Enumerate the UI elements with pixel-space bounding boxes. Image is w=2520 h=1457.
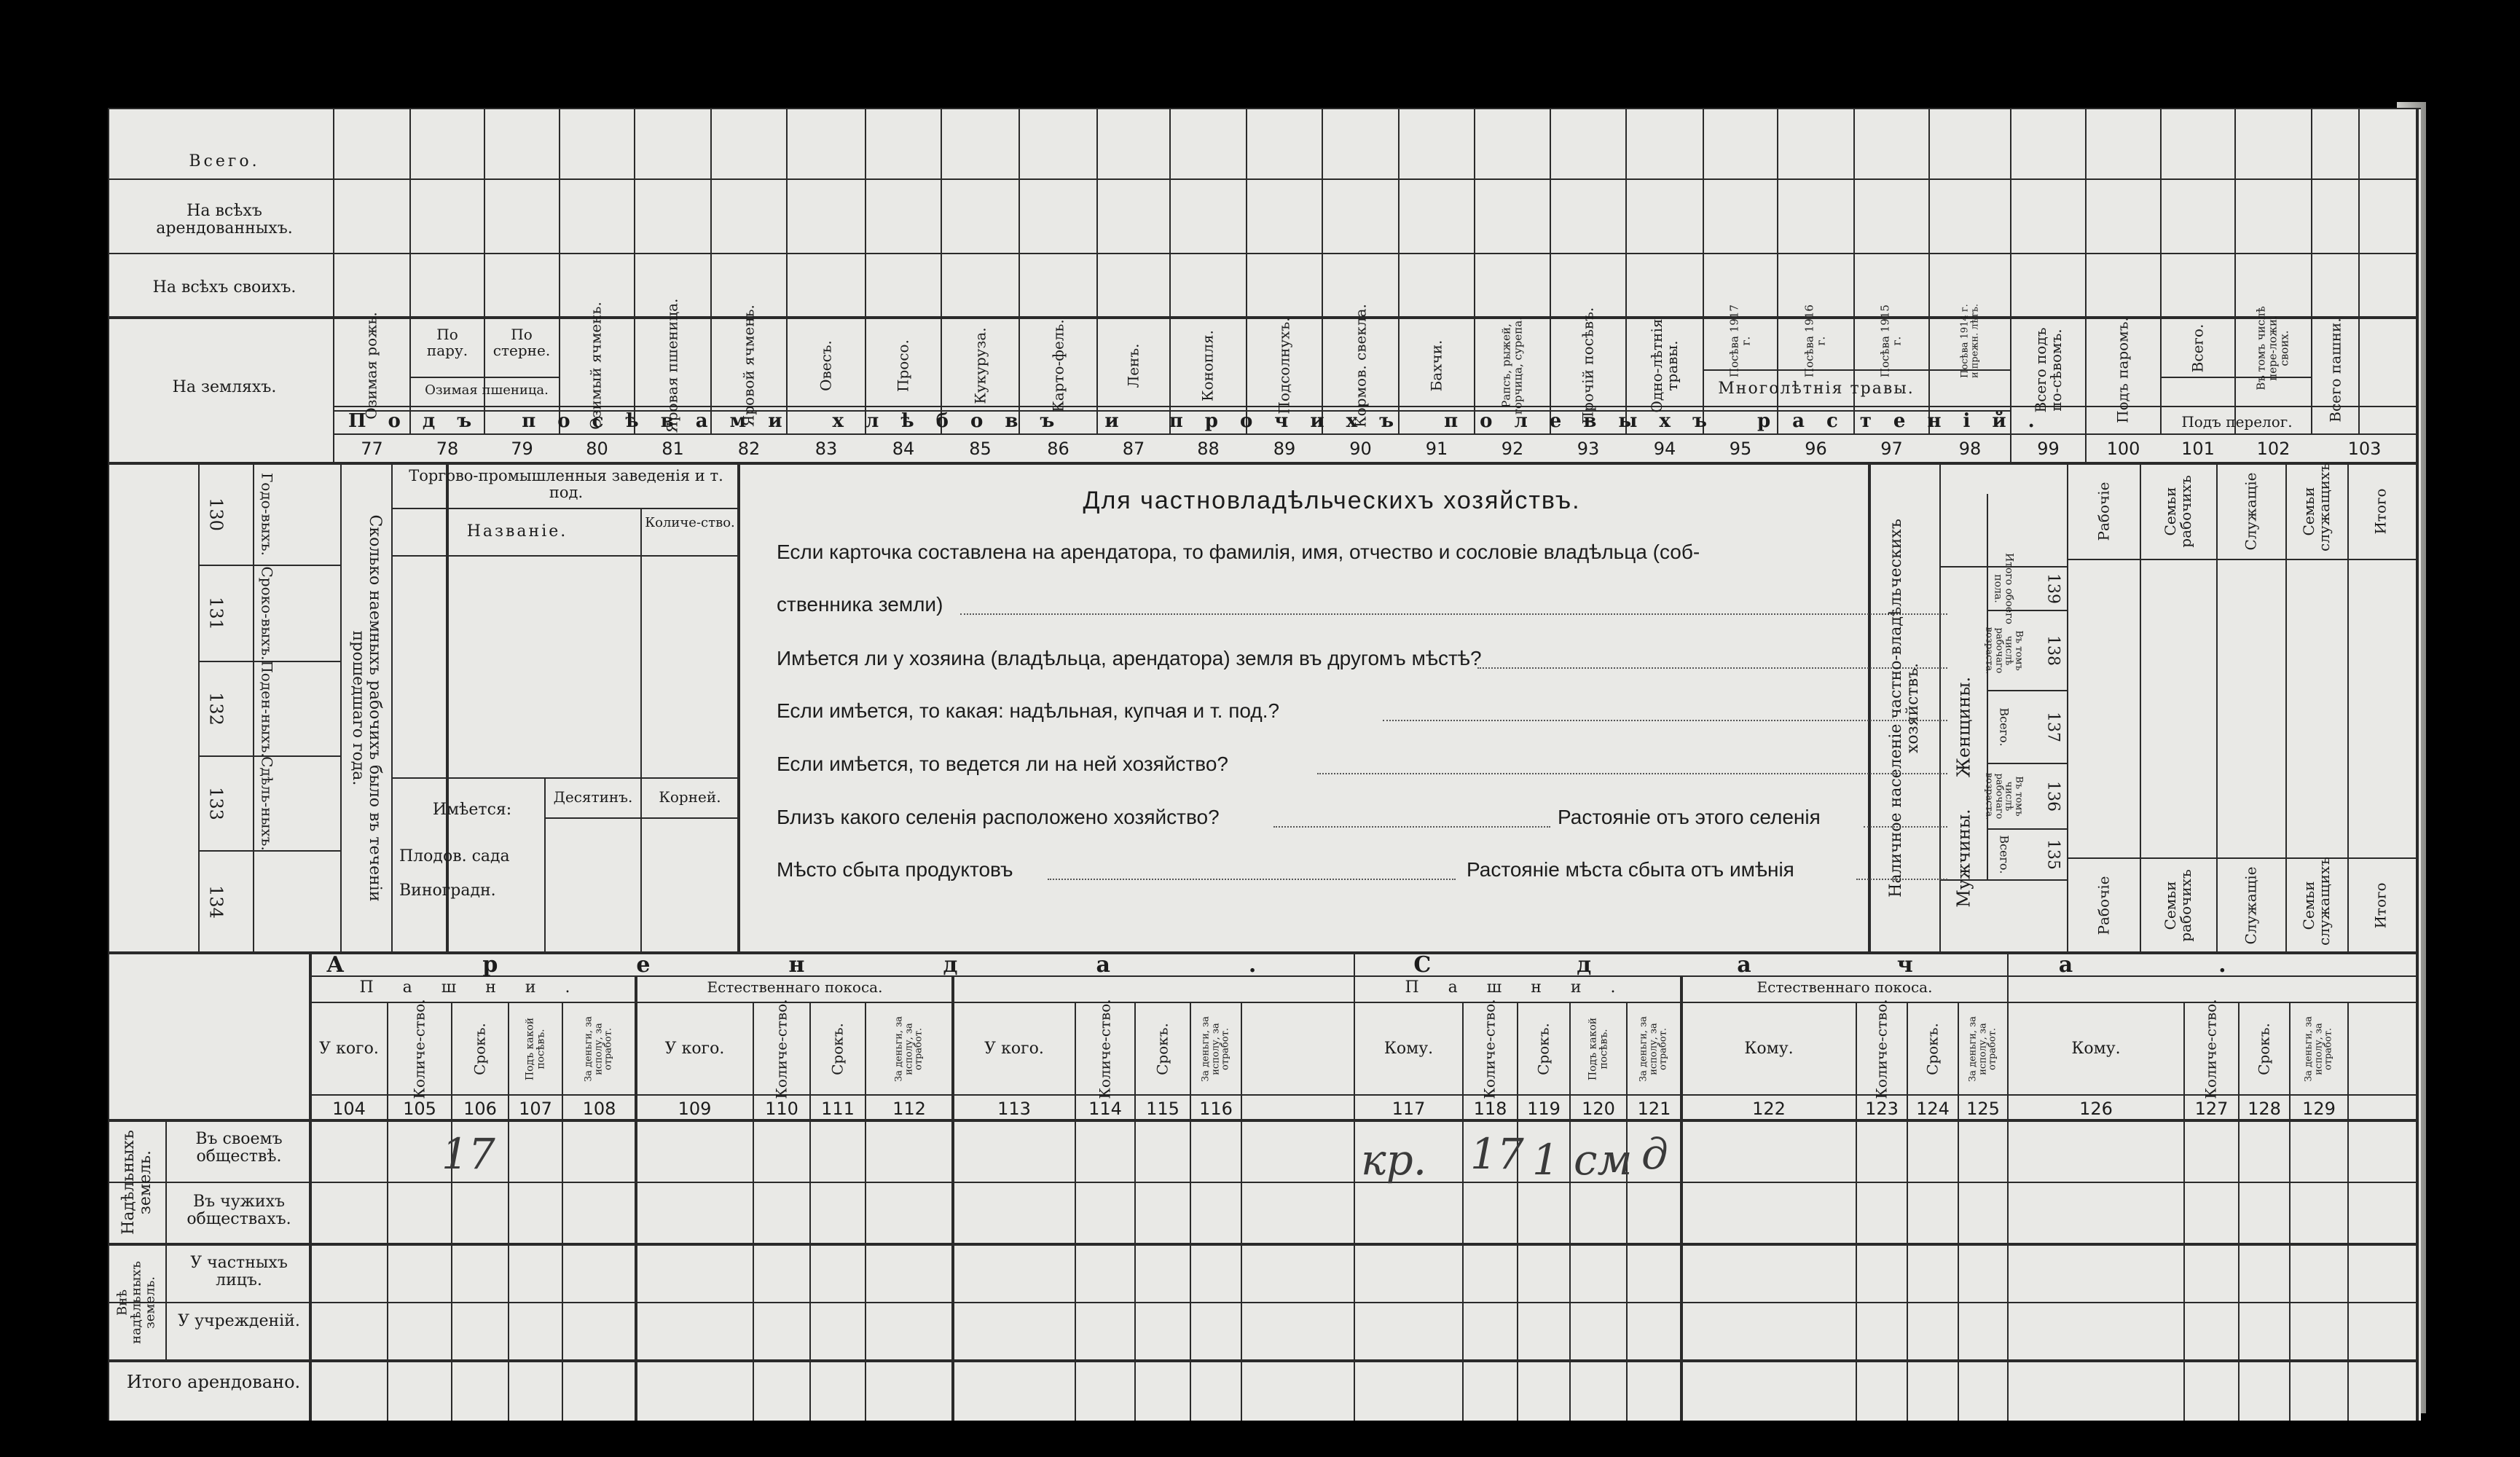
col-num: 102 — [2256, 439, 2291, 459]
perennial-label: Многолѣтнiя травы. — [1718, 380, 1915, 398]
question-1-cont: ственника земли) — [777, 593, 943, 616]
pop-itogo-top: Итого — [2371, 488, 2390, 535]
question-6-distance: Растоянiе мѣста сбыта отъ имѣнiя — [1467, 858, 1794, 881]
census-card — [108, 108, 2421, 1421]
col-num: 99 — [2037, 439, 2060, 459]
lnum: 123 — [1865, 1099, 1899, 1119]
question-5-distance: Растоянiе отъ этого селенiя — [1558, 806, 1821, 828]
col-num: 100 — [2106, 439, 2140, 459]
col-83-label: Овесъ. — [817, 340, 835, 391]
lnum: 126 — [2079, 1099, 2113, 1119]
col-num: 86 — [1047, 439, 1069, 459]
col-86-label: Карто-фель. — [1049, 319, 1067, 412]
h126: Кому. — [2071, 1040, 2121, 1058]
col-num: 98 — [1958, 439, 1982, 459]
men-label: Мужчины. — [1953, 809, 1974, 908]
lnum: 115 — [1146, 1099, 1179, 1119]
fallow-label: Подъ перелог. — [2181, 413, 2293, 431]
num-134: 134 — [205, 885, 227, 919]
pop-servfam-bottom: Семьи служащихъ — [2300, 857, 2333, 946]
population-side-label: Наличное населенiе частно-владѣльческихъ хозяйствъ. — [1886, 519, 1922, 898]
h121: За деньги, за исполу, за отработ. — [1638, 1016, 1669, 1083]
lnum: 107 — [519, 1099, 552, 1119]
lnum: 112 — [892, 1099, 926, 1119]
col-84-label: Просо. — [894, 339, 912, 392]
orchards-label: Плодов. сада — [399, 847, 510, 865]
lnum: 117 — [1392, 1099, 1426, 1119]
h110: Количе-ство. — [772, 999, 790, 1099]
col-80-label: Озимый ячмень. — [586, 302, 605, 430]
pop-families-top: Семьи рабочихъ — [2162, 475, 2194, 548]
h117: Кому. — [1383, 1040, 1434, 1058]
arenda-meadow: Естественнаго покоса. — [707, 978, 883, 996]
col-num: 87 — [1122, 439, 1145, 459]
men-incl: Въ томъ числѣ рабочаго возраста. — [1983, 772, 2025, 820]
col-85-label: Кукуруза. — [971, 327, 989, 404]
lnum: 104 — [332, 1099, 366, 1119]
row-on-lands: На земляхъ. — [172, 378, 277, 396]
handwritten-17: 17 — [441, 1129, 495, 1179]
private-title: Для частновладѣльческихъ хозяйствъ. — [1083, 487, 1581, 514]
col-num: 90 — [1349, 439, 1372, 459]
allotment-lands: Надѣльныхъ земель. — [119, 1130, 154, 1235]
col-88-label: Конопля. — [1198, 330, 1217, 401]
col-96-label: Посѣва 1916 г. — [1802, 305, 1827, 377]
col-98-label: Посѣва 1914 г. и прежн. лѣтъ. — [1959, 303, 1980, 379]
col-91-label: Бахчи. — [1427, 339, 1445, 392]
row-own: На всѣхъ своихъ. — [152, 278, 297, 296]
question-5: Близъ какого селенiя расположено хозяйство? — [777, 806, 1220, 828]
crops-banner: Подъ посѣвами хлѣбовъ и прочихъ полевыхъ растенiй. — [348, 410, 2057, 432]
winter-wheat-label: Озимая пшеница. — [425, 382, 549, 398]
pop-workers-bottom: Рабочiе — [2095, 876, 2113, 935]
col-num: 77 — [361, 439, 383, 459]
handwritten-1: 1 — [1532, 1135, 1559, 1185]
col-100-label: Подъ паромъ. — [2113, 317, 2132, 423]
lnum: 129 — [2302, 1099, 2336, 1119]
col-num: 78 — [436, 439, 459, 459]
pop-itogo-bottom: Итого — [2371, 882, 2390, 929]
handwritten-sm: см — [1574, 1135, 1633, 1185]
lnum: 121 — [1637, 1099, 1671, 1119]
lnum: 118 — [1473, 1099, 1507, 1119]
h108: За деньги, за исполу, за отработ. — [583, 1016, 614, 1083]
h109: У кого. — [664, 1040, 725, 1058]
h127: Количе-ство. — [2202, 999, 2220, 1099]
h125: За деньги, за исполу, за отработ. — [1967, 1016, 1998, 1083]
col-num: 80 — [586, 439, 608, 459]
h106: Срокъ. — [471, 1023, 489, 1075]
col-81-label: Яровая пшеница. — [663, 298, 681, 433]
sdacha-header: Сдача. — [1413, 952, 2372, 978]
roots-label: Корней. — [659, 788, 721, 806]
lnum: 111 — [821, 1099, 855, 1119]
h107: Подъ какой посѣвъ. — [524, 1017, 546, 1081]
col-79-label: По стерне. — [492, 326, 551, 359]
col-num: 89 — [1273, 439, 1296, 459]
h104: У кого. — [319, 1040, 379, 1058]
sdacha-plowland: Пашни. — [1405, 978, 1645, 997]
col-num: 91 — [1425, 439, 1448, 459]
col-num: 97 — [1880, 439, 1903, 459]
col-num: 96 — [1805, 439, 1827, 459]
lnum: 113 — [997, 1099, 1031, 1119]
lnum: 119 — [1527, 1099, 1561, 1119]
h113: У кого. — [984, 1040, 1044, 1058]
lnum: 120 — [1582, 1099, 1615, 1119]
num-135: 135 — [2044, 839, 2062, 870]
label-130: Годо-выхъ. — [258, 473, 276, 556]
hired-workers-side-label: Сколько наемныхъ рабочихъ было въ теченiи прошедшаго года. — [349, 514, 385, 902]
pop-families-bottom: Семьи рабочихъ — [2162, 869, 2194, 942]
pop-servants-bottom: Служащiе — [2242, 866, 2260, 945]
h115: Срокъ. — [1153, 1023, 1171, 1075]
row-rented: На всѣхъ арендованныхъ. — [156, 202, 293, 238]
num-132: 132 — [205, 692, 227, 726]
question-6: Мѣсто сбыта продуктовъ — [777, 858, 1013, 881]
col-87-label: Ленъ. — [1124, 343, 1142, 388]
col-num: 88 — [1197, 439, 1220, 459]
trade-name-header: Названiе. — [466, 522, 568, 541]
h105: Количе-ство. — [410, 999, 428, 1099]
num-139: 139 — [2044, 573, 2062, 604]
total-rented: Итого арендовано. — [126, 1372, 301, 1392]
col-num: 103 — [2347, 439, 2382, 459]
pop-workers-top: Рабочiе — [2095, 482, 2113, 541]
women-incl: Въ томъ числѣ рабочаго возраста. — [1983, 627, 2025, 675]
lnum: 110 — [765, 1099, 798, 1119]
col-num: 95 — [1729, 439, 1752, 459]
col-num: 93 — [1577, 439, 1600, 459]
h124: Срокъ. — [1923, 1023, 1942, 1075]
lnum: 128 — [2248, 1099, 2281, 1119]
col-num: 79 — [511, 439, 533, 459]
col-78-label: По пару. — [426, 326, 468, 359]
col-103-label: Всего пашни. — [2326, 318, 2344, 423]
col-num: 84 — [892, 439, 915, 459]
handwritten-17b: 17 — [1470, 1129, 1524, 1179]
num-138: 138 — [2044, 635, 2062, 666]
pop-servfam-top: Семьи служащихъ — [2300, 463, 2333, 551]
h118: Количе-ство. — [1480, 999, 1499, 1099]
col-99-label: Всего подъ по-сѣвомъ. — [2032, 327, 2065, 413]
private-persons: У частныхъ лицъ. — [190, 1254, 288, 1290]
question-3: Если имѣется, то какая: надѣльная, купчая и т. под.? — [777, 699, 1280, 722]
col-77-label: Озимая рожь. — [362, 312, 380, 420]
sdacha-meadow: Естественнаго покоса. — [1756, 978, 1933, 996]
col-num: 83 — [815, 439, 838, 459]
lnum: 124 — [1916, 1099, 1950, 1119]
women-label: Женщины. — [1953, 676, 1974, 778]
col-num: 94 — [1653, 439, 1676, 459]
question-1: Если карточка составлена на арендатора, то фамилiя, имя, отчество и сословiе владѣльца (соб- — [777, 541, 1700, 563]
h114: Количе-ство. — [1096, 999, 1114, 1099]
h112: За деньги, за исполу, за отработ. — [893, 1016, 925, 1083]
has-label: Имѣется: — [432, 801, 512, 819]
label-133: Сдѣль-ныхъ. — [258, 756, 276, 851]
handwritten-d: д — [1641, 1129, 1668, 1179]
grid-lines — [108, 108, 2421, 1421]
handwritten-kr: кр. — [1361, 1135, 1427, 1185]
question-2: Имѣется ли у хозяина (владѣльца, арендатора) земля въ другомъ мѣстѣ? — [777, 647, 1482, 669]
col-95-label: Посѣва 1917 г. — [1727, 305, 1752, 377]
col-94-label: Одно-лѣтнiя травы. — [1648, 318, 1681, 413]
h128: Срокъ. — [2255, 1023, 2273, 1075]
trade-qty-header: Количе-ство. — [645, 515, 735, 530]
h123: Количе-ство. — [1872, 999, 1891, 1099]
label-131: Сроко-выхъ. — [258, 566, 276, 661]
men-total: Всего. — [1997, 835, 2011, 874]
lnum: 109 — [678, 1099, 712, 1119]
h111: Срокъ. — [828, 1023, 847, 1075]
col-num: 92 — [1501, 439, 1524, 459]
lnum: 106 — [463, 1099, 497, 1119]
label-132: Поден-ныхъ. — [258, 660, 276, 758]
col-97-label: Посѣва 1915 г. — [1878, 305, 1903, 377]
trade-title: Торгово-промышленныя заведенiя и т. под. — [409, 467, 723, 502]
h116: За деньги, за исполу, за отработ. — [1200, 1016, 1231, 1083]
other-community: Въ чужихъ обществахъ. — [187, 1193, 291, 1229]
col-93-label: Прочiй посѣвъ. — [1579, 307, 1597, 425]
row-total: Всего. — [189, 152, 260, 170]
lnum: 127 — [2194, 1099, 2229, 1119]
vineyards-label: Виноградн. — [399, 881, 496, 900]
col-num: 85 — [969, 439, 992, 459]
question-4: Если имѣется, то ведется ли на ней хозяйство? — [777, 753, 1228, 775]
arenda-header: Аренда. — [326, 952, 1395, 978]
arenda-plowland: Пашни. — [359, 978, 600, 997]
lnum: 108 — [582, 1099, 616, 1119]
dess-label: Десятинъ. — [553, 788, 633, 806]
h120: Подъ какой посѣвъ. — [1587, 1017, 1609, 1081]
col-num: 81 — [662, 439, 684, 459]
pop-servants-top: Служащiе — [2242, 472, 2260, 551]
col-num: 82 — [737, 439, 761, 459]
h122: Кому. — [1744, 1040, 1794, 1058]
lnum: 105 — [403, 1099, 436, 1119]
col-90-label: Кормов. свекла. — [1351, 304, 1370, 428]
col-102-label: Въ томъ числѣ пере-ложи. своих. — [2254, 306, 2291, 390]
lnum: 116 — [1199, 1099, 1233, 1119]
col-101-label: Всего. — [2189, 323, 2207, 373]
both-sexes: Итого обоего пола. — [1993, 553, 2015, 624]
non-allotment-lands: Внѣ надѣльныхъ земель. — [114, 1261, 158, 1344]
num-131: 131 — [205, 597, 227, 630]
col-82-label: Яровой ячмень. — [739, 305, 758, 427]
num-137: 137 — [2044, 712, 2062, 742]
num-130: 130 — [205, 498, 227, 531]
women-total: Всего. — [1997, 707, 2011, 747]
h119: Срокъ. — [1534, 1023, 1553, 1075]
lnum: 122 — [1752, 1099, 1786, 1119]
num-136: 136 — [2044, 781, 2062, 812]
institutions: У учрежденiй. — [178, 1312, 300, 1330]
num-133: 133 — [205, 787, 227, 820]
h129: За деньги, за исполу, за отработ. — [2303, 1016, 2334, 1083]
lnum: 114 — [1088, 1099, 1122, 1119]
own-community: Въ своемъ обществѣ. — [195, 1130, 283, 1166]
lnum: 125 — [1966, 1099, 2000, 1119]
col-92-label: Рапсъ, рыжей, горчица, сурепа. — [1499, 317, 1524, 415]
col-num: 101 — [2181, 439, 2215, 459]
col-89-label: Подсолнухъ. — [1275, 317, 1293, 415]
